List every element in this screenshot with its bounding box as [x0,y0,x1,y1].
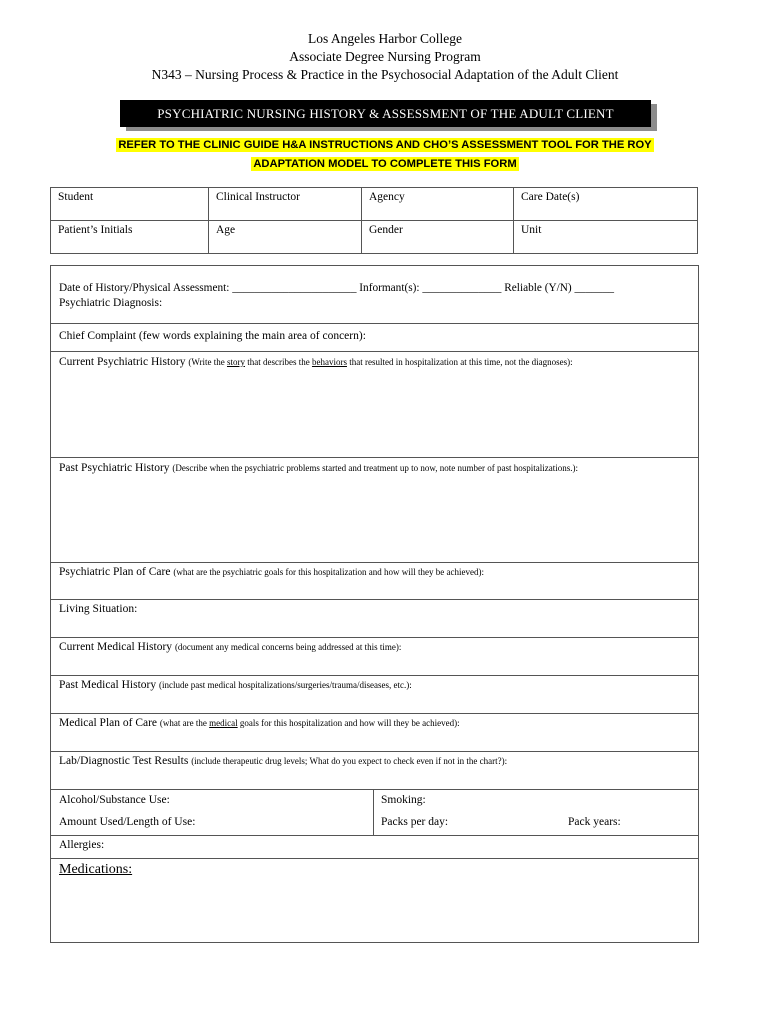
form-title-banner: PSYCHIATRIC NURSING HISTORY & ASSESSMENT OF THE ADULT CLIENT [120,100,651,127]
course-title: N343 – Nursing Process & Practice in the Psychosocial Adaptation of the Adult Client [151,67,619,82]
past-psychiatric-history-row[interactable] [51,457,698,563]
psychiatric-plan-text [59,566,484,578]
past-medical-history-text [59,679,412,691]
smoking-field[interactable]: Smoking: [381,794,426,806]
table-row [51,221,698,254]
lab-results-row[interactable] [51,751,698,790]
medications-row[interactable] [51,858,698,942]
instructions-note [100,136,670,174]
current-medical-history-text [59,641,401,653]
care-dates-field[interactable]: Care Date(s) [514,188,698,221]
amount-used-field[interactable]: Amount Used/Length of Use: [59,816,196,828]
alcohol-substance-use-field[interactable]: Alcohol/Substance Use: [59,794,170,806]
medical-plan-row[interactable] [51,713,698,752]
date-of-history-line[interactable]: Date of History/Physical Assessment: ______________________ Informant(s): ______________ Reliable (Y/N) _______ [59,282,615,294]
instructions-line-2: ADAPTATION MODEL TO COMPLETE THIS FORM [253,158,517,170]
medical-plan-text [59,717,460,729]
medications-label: Medications: [59,862,133,877]
current-medical-history-row[interactable] [51,637,698,676]
college-name: Los Angeles Harbor College [307,31,463,46]
current-medical-history-hint: (document any medical concerns being addressed at this time): [174,642,402,652]
current-psychiatric-history-label: Current Psychiatric History [59,356,186,368]
assessment-form [50,265,699,943]
hint-part: that resulted in hospitalization at this time, not the diagnoses): [346,357,573,367]
past-medical-history-label: Past Medical History [59,679,157,691]
current-psychiatric-history-text [59,356,573,368]
psychiatric-plan-row[interactable] [51,562,698,600]
current-psychiatric-history-hint [188,357,572,367]
substance-use-row [51,789,698,836]
hint-medical: medical [209,718,238,728]
hint-part: goals for this hospitalization and how will they be achieved): [237,718,460,728]
current-medical-history-label: Current Medical History [59,641,173,653]
patient-initials-field[interactable]: Patient’s Initials [51,221,209,254]
allergies-label: Allergies: [59,839,105,851]
student-field[interactable]: Student [51,188,209,221]
chief-complaint-label: Chief Complaint (few words explaining the main area of concern): [59,330,366,342]
clinical-instructor-field[interactable]: Clinical Instructor [209,188,362,221]
table-row [51,188,698,221]
past-medical-history-row[interactable] [51,675,698,714]
living-situation-row[interactable] [51,599,698,638]
psychiatric-diagnosis-field[interactable]: Psychiatric Diagnosis: [59,297,163,309]
hint-part: (what are the [159,718,210,728]
past-psychiatric-history-hint: (Describe when the psychiatric problems started and treatment up to now, note number of past hospitalizations.): [172,463,578,473]
lab-results-text [59,755,507,767]
hint-part: (Write the [188,357,227,367]
past-medical-history-hint: (include past medical hospitalizations/surgeries/trauma/diseases, etc.): [158,680,412,690]
chief-complaint-row[interactable] [51,323,698,352]
medical-plan-hint [160,718,460,728]
agency-field[interactable]: Agency [362,188,514,221]
student-info-table [50,187,698,254]
unit-field[interactable]: Unit [514,221,698,254]
hint-story: story [226,357,245,367]
hint-part: that describes the [244,357,312,367]
lab-results-hint: (include therapeutic drug levels; What do you expect to check even if not in the chart?): [191,756,508,766]
age-field[interactable]: Age [209,221,362,254]
pack-years-field[interactable]: Pack years: [568,816,621,828]
gender-field[interactable]: Gender [362,221,514,254]
lab-results-label: Lab/Diagnostic Test Results [59,755,189,767]
medical-plan-label: Medical Plan of Care [59,717,158,729]
past-psychiatric-history-text [59,462,578,474]
packs-per-day-field[interactable]: Packs per day: [381,816,449,828]
program-name: Associate Degree Nursing Program [289,49,481,64]
current-psychiatric-history-row[interactable] [51,351,698,458]
hint-behaviors: behaviors [311,357,347,367]
past-psychiatric-history-label: Past Psychiatric History [59,462,170,474]
column-divider [373,790,374,836]
instructions-line-1: REFER TO THE CLINIC GUIDE H&A INSTRUCTIONS AND CHO’S ASSESSMENT TOOL FOR THE ROY [118,139,652,151]
psychiatric-plan-label: Psychiatric Plan of Care [59,566,171,578]
document-header [0,30,770,84]
living-situation-label: Living Situation: [59,603,138,615]
psychiatric-plan-hint: (what are the psychiatric goals for this hospitalization and how will they be achieved): [173,567,484,577]
allergies-row[interactable] [51,835,698,859]
